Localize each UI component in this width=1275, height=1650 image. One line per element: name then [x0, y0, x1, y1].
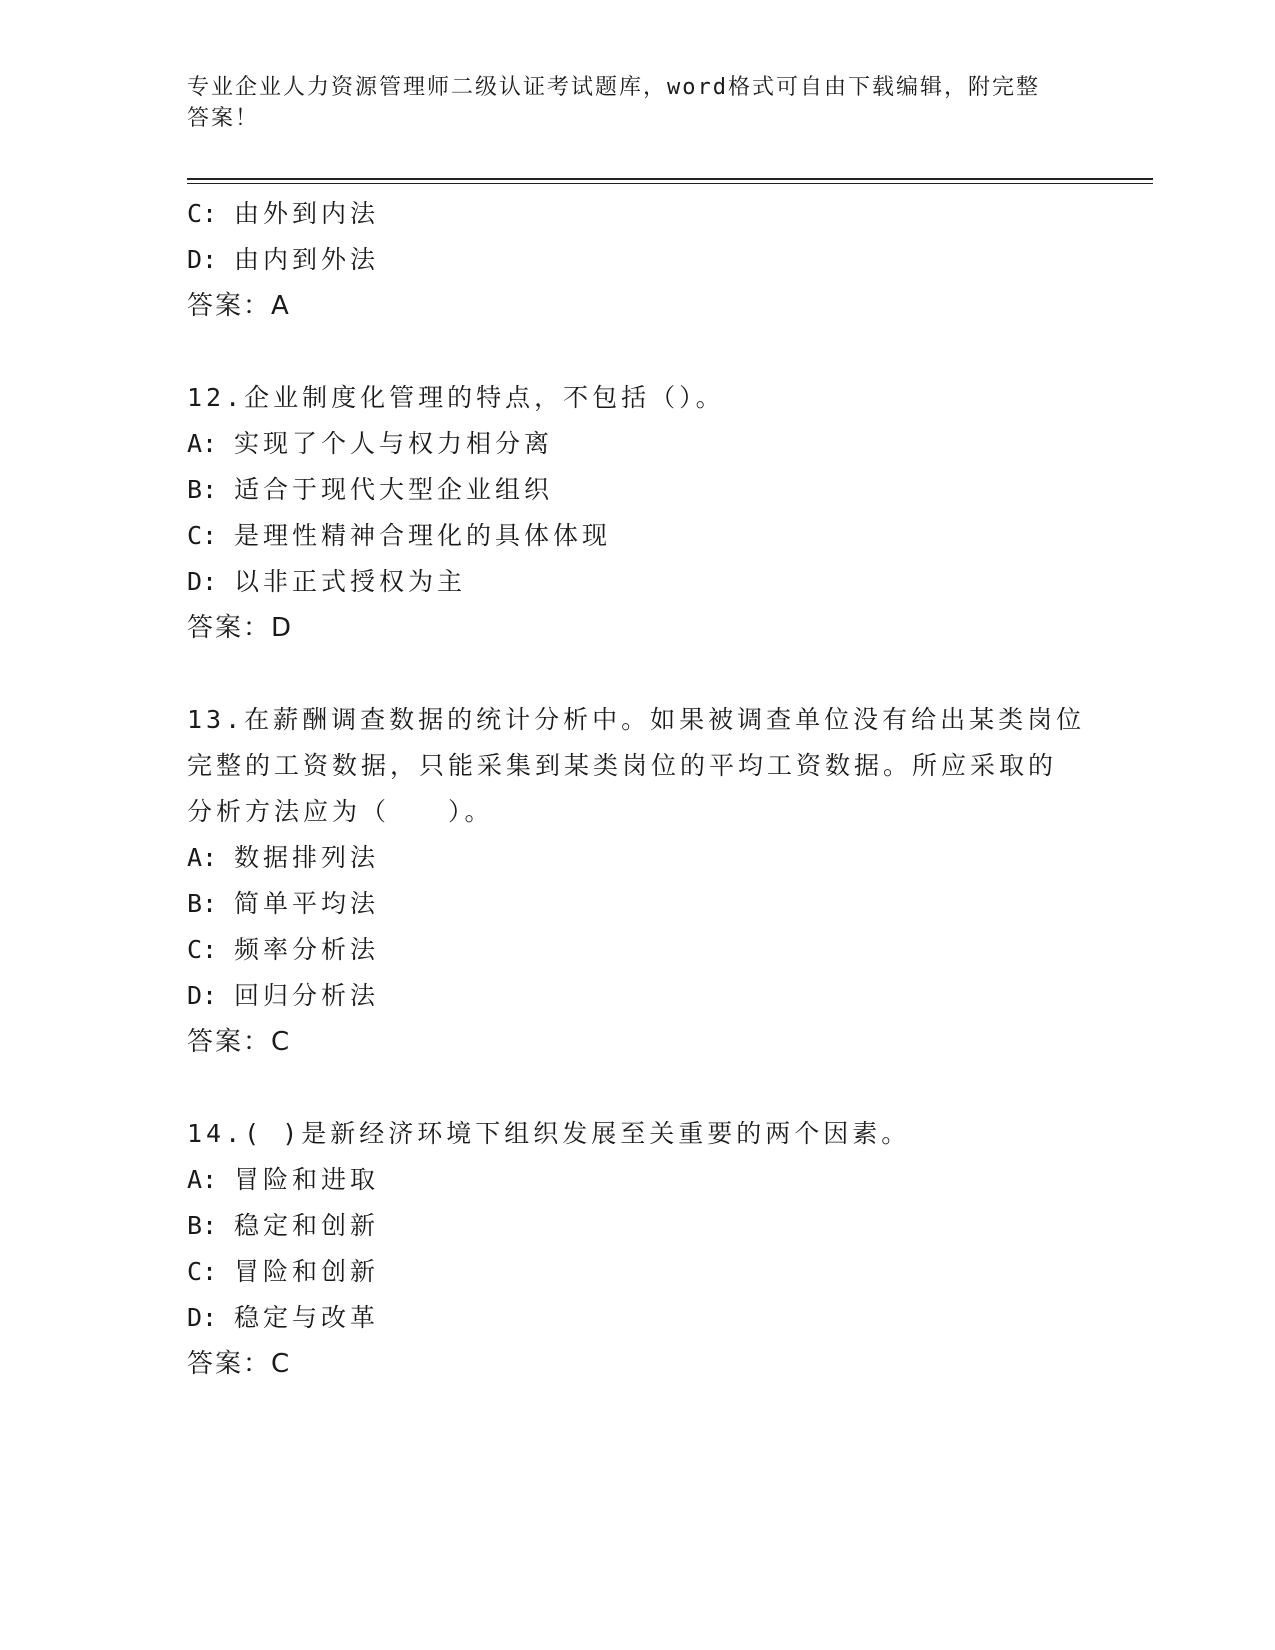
- option-c: C: 由外到内法: [187, 199, 380, 228]
- option-b: B: 简单平均法: [187, 889, 380, 918]
- option-a: A: 实现了个人与权力相分离: [187, 429, 554, 458]
- question-stem-line-3: 分析方法应为（ ）。: [187, 797, 494, 826]
- question-stem: 12.企业制度化管理的特点，不包括（）。: [187, 383, 725, 412]
- option-d: D: 由内到外法: [187, 245, 380, 274]
- page-header: [187, 72, 1067, 134]
- option-c: C: 频率分析法: [187, 935, 380, 964]
- answer-line: 答案：C: [187, 1349, 292, 1379]
- option-c: C: 冒险和创新: [187, 1257, 380, 1286]
- answer-line: 答案：A: [187, 291, 291, 321]
- header-line-1: 专业企业人力资源管理师二级认证考试题库，word格式可自由下载编辑，附完整: [187, 75, 1040, 100]
- option-d: D: 回归分析法: [187, 981, 380, 1010]
- header-divider: [187, 178, 1153, 184]
- option-b: B: 稳定和创新: [187, 1211, 380, 1240]
- option-b: B: 适合于现代大型企业组织: [187, 475, 554, 504]
- question-11-tail: [187, 191, 1087, 329]
- question-stem: 14.( )是新经济环境下组织发展至关重要的两个因素。: [187, 1119, 911, 1148]
- option-a: A: 冒险和进取: [187, 1165, 380, 1194]
- question-12: [187, 375, 1087, 651]
- option-a: A: 数据排列法: [187, 843, 380, 872]
- option-c: C: 是理性精神合理化的具体体现: [187, 521, 612, 550]
- answer-line: 答案：C: [187, 1027, 292, 1057]
- answer-line: 答案：D: [187, 613, 294, 643]
- question-stem-line-1: 13.在薪酬调查数据的统计分析中。如果被调查单位没有给出某类岗位: [187, 705, 1086, 734]
- question-stem-line-2: 完整的工资数据，只能采集到某类岗位的平均工资数据。所应采取的: [187, 751, 1058, 780]
- question-13: [187, 697, 1087, 1065]
- question-list: [187, 191, 1087, 1387]
- option-d: D: 以非正式授权为主: [187, 567, 467, 596]
- question-14: [187, 1111, 1087, 1387]
- header-line-2: 答案！: [187, 106, 260, 131]
- option-d: D: 稳定与改革: [187, 1303, 380, 1332]
